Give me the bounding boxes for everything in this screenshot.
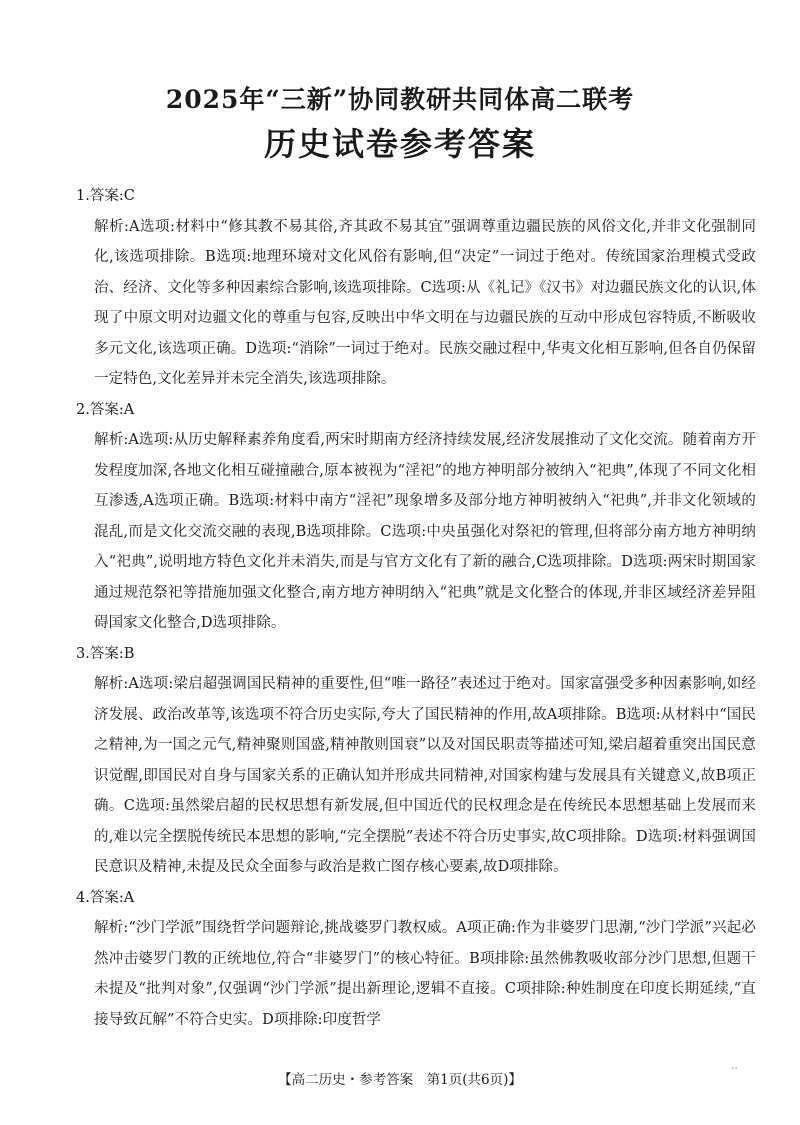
footer-mark: ··	[731, 1062, 738, 1075]
page-header	[0, 0, 800, 166]
answer-line: 1.答案:C	[76, 188, 135, 204]
page-footer: 【高二历史・参考答案 第1页(共6页)】	[278, 1072, 522, 1088]
answer-line: 3.答案:B	[76, 645, 135, 662]
exam-title: 2025年“三新”协同教研共同体高二联考	[165, 85, 635, 114]
explanation-text: 解析:“沙门学派”围绕哲学问题辩论,挑战婆罗门教权威。A项正确:作为非婆罗门思潮,“沙门学派”兴起必然冲击婆罗门教的正统地位,符合“非婆罗门”的核心特征。B项排除:虽然佛教吸收部分沙门思想,但题干未提及“批判对象”,仅强调“沙门学派”提出新理论,逻辑不直接。C项排除:种姓制度在印度长期延续,“直接导致瓦解”不符合史实。D项排除:印度哲学	[94, 920, 756, 1028]
question-1	[76, 181, 756, 395]
question-4	[76, 883, 756, 1036]
explanation-text: 解析:A选项:从历史解释素养角度看,两宋时期南方经济持续发展,经济发展推动了文化交流。随着南方开发程度加深,各地文化相互碰撞融合,原本被视为“淫祀”的地方神明部分被纳入“祀典”,体现了不同文化相互渗透,A选项正确。B选项:材料中南方“淫祀”现象增多及部分地方神明被纳入“祀典”,并非文化领域的混乱,而是文化交流交融的表现,B选项排除。C选项:中央虽强化对祭祀的管理,但将部分南方地方神明纳入“祀典”,说明地方特色文化并未消失,而是与官方文化有了新的融合,C选项排除。D选项:两宋时期国家通过规范祭祀等措施加强文化整合,南方地方神明纳入“祀典”就是文化整合的体现,并非区域经济差异阻碍国家文化整合,D选项排除。	[94, 432, 756, 631]
answer-line: 2.答案:A	[76, 401, 135, 418]
explanation-text: 解析:A选项:梁启超强调国民精神的重要性,但“唯一路径”表述过于绝对。国家富强受多种因素影响,如经济发展、政治改革等,该选项不符合历史实际,夸大了国民精神的作用,故A项排除。B选项:从材料中“国民之精神,为一国之元气,精神聚则国盛,精神散则国衰”以及对国民职责等描述可知,梁启超着重突出国民意识觉醒,即国民对自身与国家关系的正确认知并形成共同精神,对国家构建与发展具有关键意义,故B项正确。C选项:虽然梁启超的民权思想有新发展,但中国近代的民权理念是在传统民本思想基础上发展而来的,难以完全摆脱传统民本思想的影响,“完全摆脱”表述不符合历史事实,故C项排除。D选项:材料强调国民意识及精神,未提及民众全面参与政治是救亡图存核心要素,故D项排除。	[94, 676, 756, 875]
question-3	[76, 639, 756, 883]
question-2	[76, 395, 756, 639]
paper-title: 历史试卷参考答案	[263, 125, 536, 163]
question-list	[76, 181, 756, 1035]
answer-line: 4.答案:A	[76, 889, 135, 906]
explanation-text: 解析:A选项:材料中“修其教不易其俗,齐其政不易其宜”强调尊重边疆民族的风俗文化,并非文化强制同化,该选项排除。B选项:地理环境对文化风俗有影响,但“决定”一词过于绝对。传统国家治理模式受政治、经济、文化等多种因素综合影响,该选项排除。C选项:从《礼记》《汉书》对边疆民族文化的认识,体现了中原文明对边疆文化的尊重与包容,反映出中华文明在与边疆民族的互动中形成包容特质,不断吸收多元文化,该选项正确。D选项:“消除”一词过于绝对。民族交融过程中,华夷文化相互影响,但各自仍保留一定特色,文化差异并未完全消失,该选项排除。	[94, 218, 756, 387]
